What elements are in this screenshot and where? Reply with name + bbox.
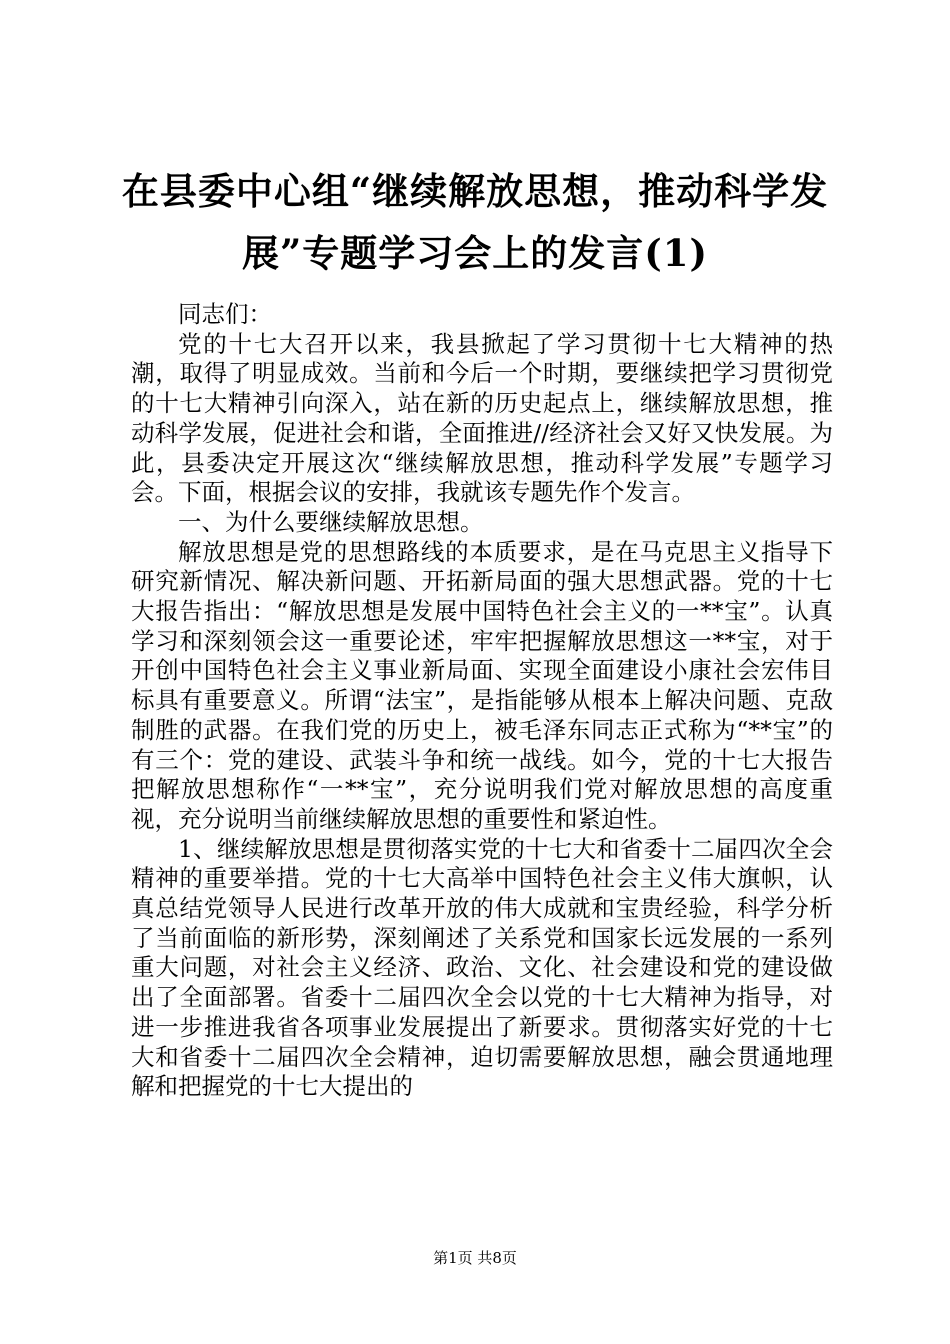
section-heading-1: 一、为什么要继续解放思想。 — [178, 507, 484, 536]
salutation: 同志们： — [178, 300, 272, 328]
document-body — [131, 300, 833, 1102]
paragraph-intro: 党的十七大召开以来，我县掀起了学习贯彻十七大精神的热潮，取得了明显成效。当前和今后一个时期，要继续把学习贯彻党的十七大精神引向深入，站在新的历史起点上，继续解放思想，推动科学发展，促进社会和谐，全面推进//经济社会又好又快发展。为此，县委决定开展这次“继续解放思想，推动科学发展”专题学习会。下面，根据会议的安排，我就该专题先作个发言。 — [131, 329, 833, 507]
title-line-1: 在县委中心组“继续解放思想，推动科学发 — [121, 169, 829, 213]
document-title — [110, 160, 840, 284]
page-footer: 第1页 共8页 — [433, 1249, 517, 1267]
paragraph-point-1: 1、继续解放思想是贯彻落实党的十七大和省委十二届四次全会精神的重要举措。党的十七大高举中国特色社会主义伟大旗帜，认真总结党领导人民进行改革开放的伟大成就和宝贵经验，科学分析了当前面临的新形势，深刻阐述了关系党和国家长远发展的一系列重大问题，对社会主义经济、政治、文化、社会建设和党的建设做出了全面部署。省委十二届四次全会以党的十七大精神为指导，对进一步推进我省各项事业发展提出了新要求。贯彻落实好党的十七大和省委十二届四次全会精神，迫切需要解放思想，融会贯通地理解和把握党的十七大提出的 — [131, 834, 833, 1101]
title-line-2: 展”专题学习会上的发言(1) — [241, 231, 709, 275]
paragraph-liberation: 解放思想是党的思想路线的本质要求，是在马克思主义指导下研究新情况、解决新问题、开拓新局面的强大思想武器。党的十七大报告指出：“解放思想是发展中国特色社会主义的一**宝”。认真学习和深刻领会这一重要论述，牢牢把握解放思想这一**宝，对于开创中国特色社会主义事业新局面、实现全面建设小康社会宏伟目标具有重要意义。所谓“法宝”，是指能够从根本上解决问题、克敌制胜的武器。在我们党的历史上，被毛泽东同志正式称为“**宝”的有三个：党的建设、武装斗争和统一战线。如今，党的十七大报告把解放思想称作“一**宝”，充分说明我们党对解放思想的高度重视，充分说明当前继续解放思想的重要性和紧迫性。 — [131, 537, 833, 833]
